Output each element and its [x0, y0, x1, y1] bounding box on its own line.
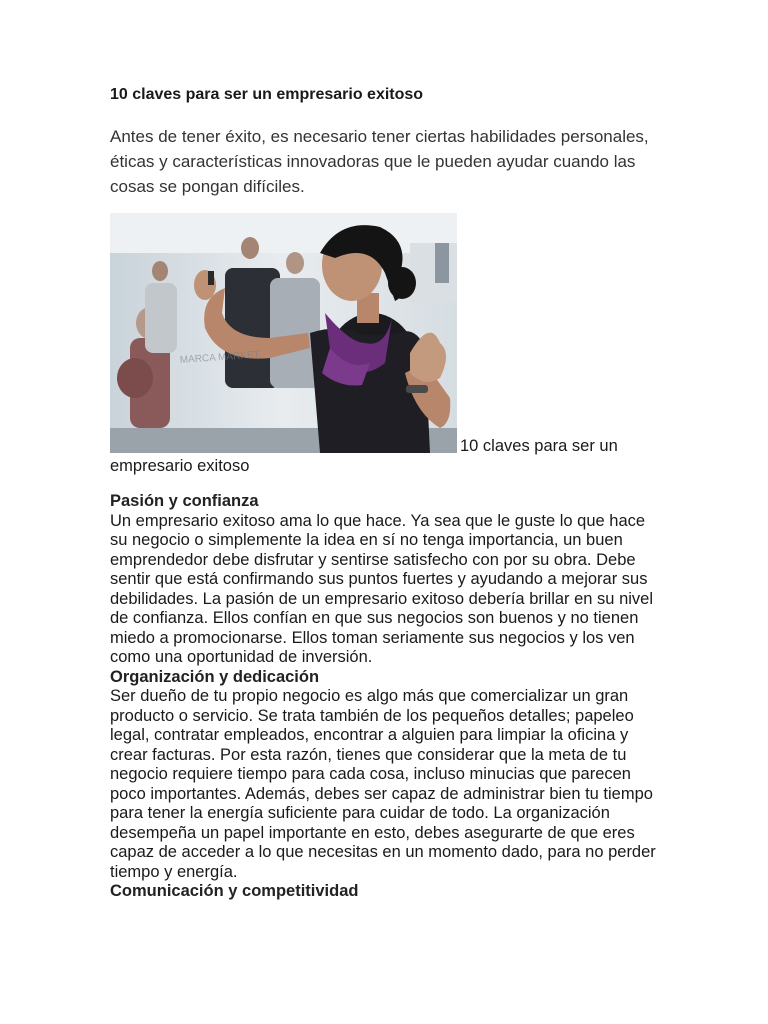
section-heading-pasion: Pasión y confianza — [110, 492, 259, 510]
intro-paragraph: Antes de tener éxito, es necesario tener ciertas habilidades personales, éticas y características innovadoras que le pueden ayudar cuando las cosas se pongan difíciles. — [110, 127, 649, 196]
image-caption: 10 claves para ser un empresario exitoso — [110, 437, 618, 475]
section-heading-organizacion: Organización y dedicación — [110, 667, 320, 686]
document-title: 10 claves para ser un empresario exitoso — [110, 86, 424, 103]
article-body — [110, 492, 658, 902]
section-text-pasion: Un empresario exitoso ama lo que hace. Ya sea que le guste lo que hace su negocio o simplemente la idea en sí no tenga importancia, un buen emprendedor debe disfrutar y sentirse satisfecho con por su obra. Debe sentir que está confirmando sus puntos fuertes y ayudando a mejorar sus debilidades. La pasión de un empresario exitoso debería brillar en su nivel de confianza. Ellos confían en que sus negocios son buenos y no tienen miedo a promocionarse. Ellos toman seriamente sus negocios y los ven como una oportunidad de inversión. — [110, 511, 654, 666]
section-heading-comunicacion: Comunicación y competitividad — [110, 882, 359, 900]
presenter-photo — [110, 213, 457, 453]
photo-watermark: MARCA MARKET — [179, 349, 261, 366]
section-text-organizacion: Ser dueño de tu propio negocio es algo más que comercializar un gran producto o servicio. Se trata también de los pequeños detalles; papeleo legal, contratar empleados, encontrar a alguien para limpiar la oficina y crear facturas. Por esta razón, tienes que considerar que la meta de tu negocio requiere tiempo para cada cosa, incluso minucias que parecen poco importantes. Además, debes ser capaz de administrar bien tu tiempo para tener la energía suficiente para cuidar de todo. La organización desempeña un papel importante en esto, debes asegurarte de que eres capaz de acceder a lo que necesitas en un momento dado, para no perder tiempo y energía. — [110, 687, 656, 881]
